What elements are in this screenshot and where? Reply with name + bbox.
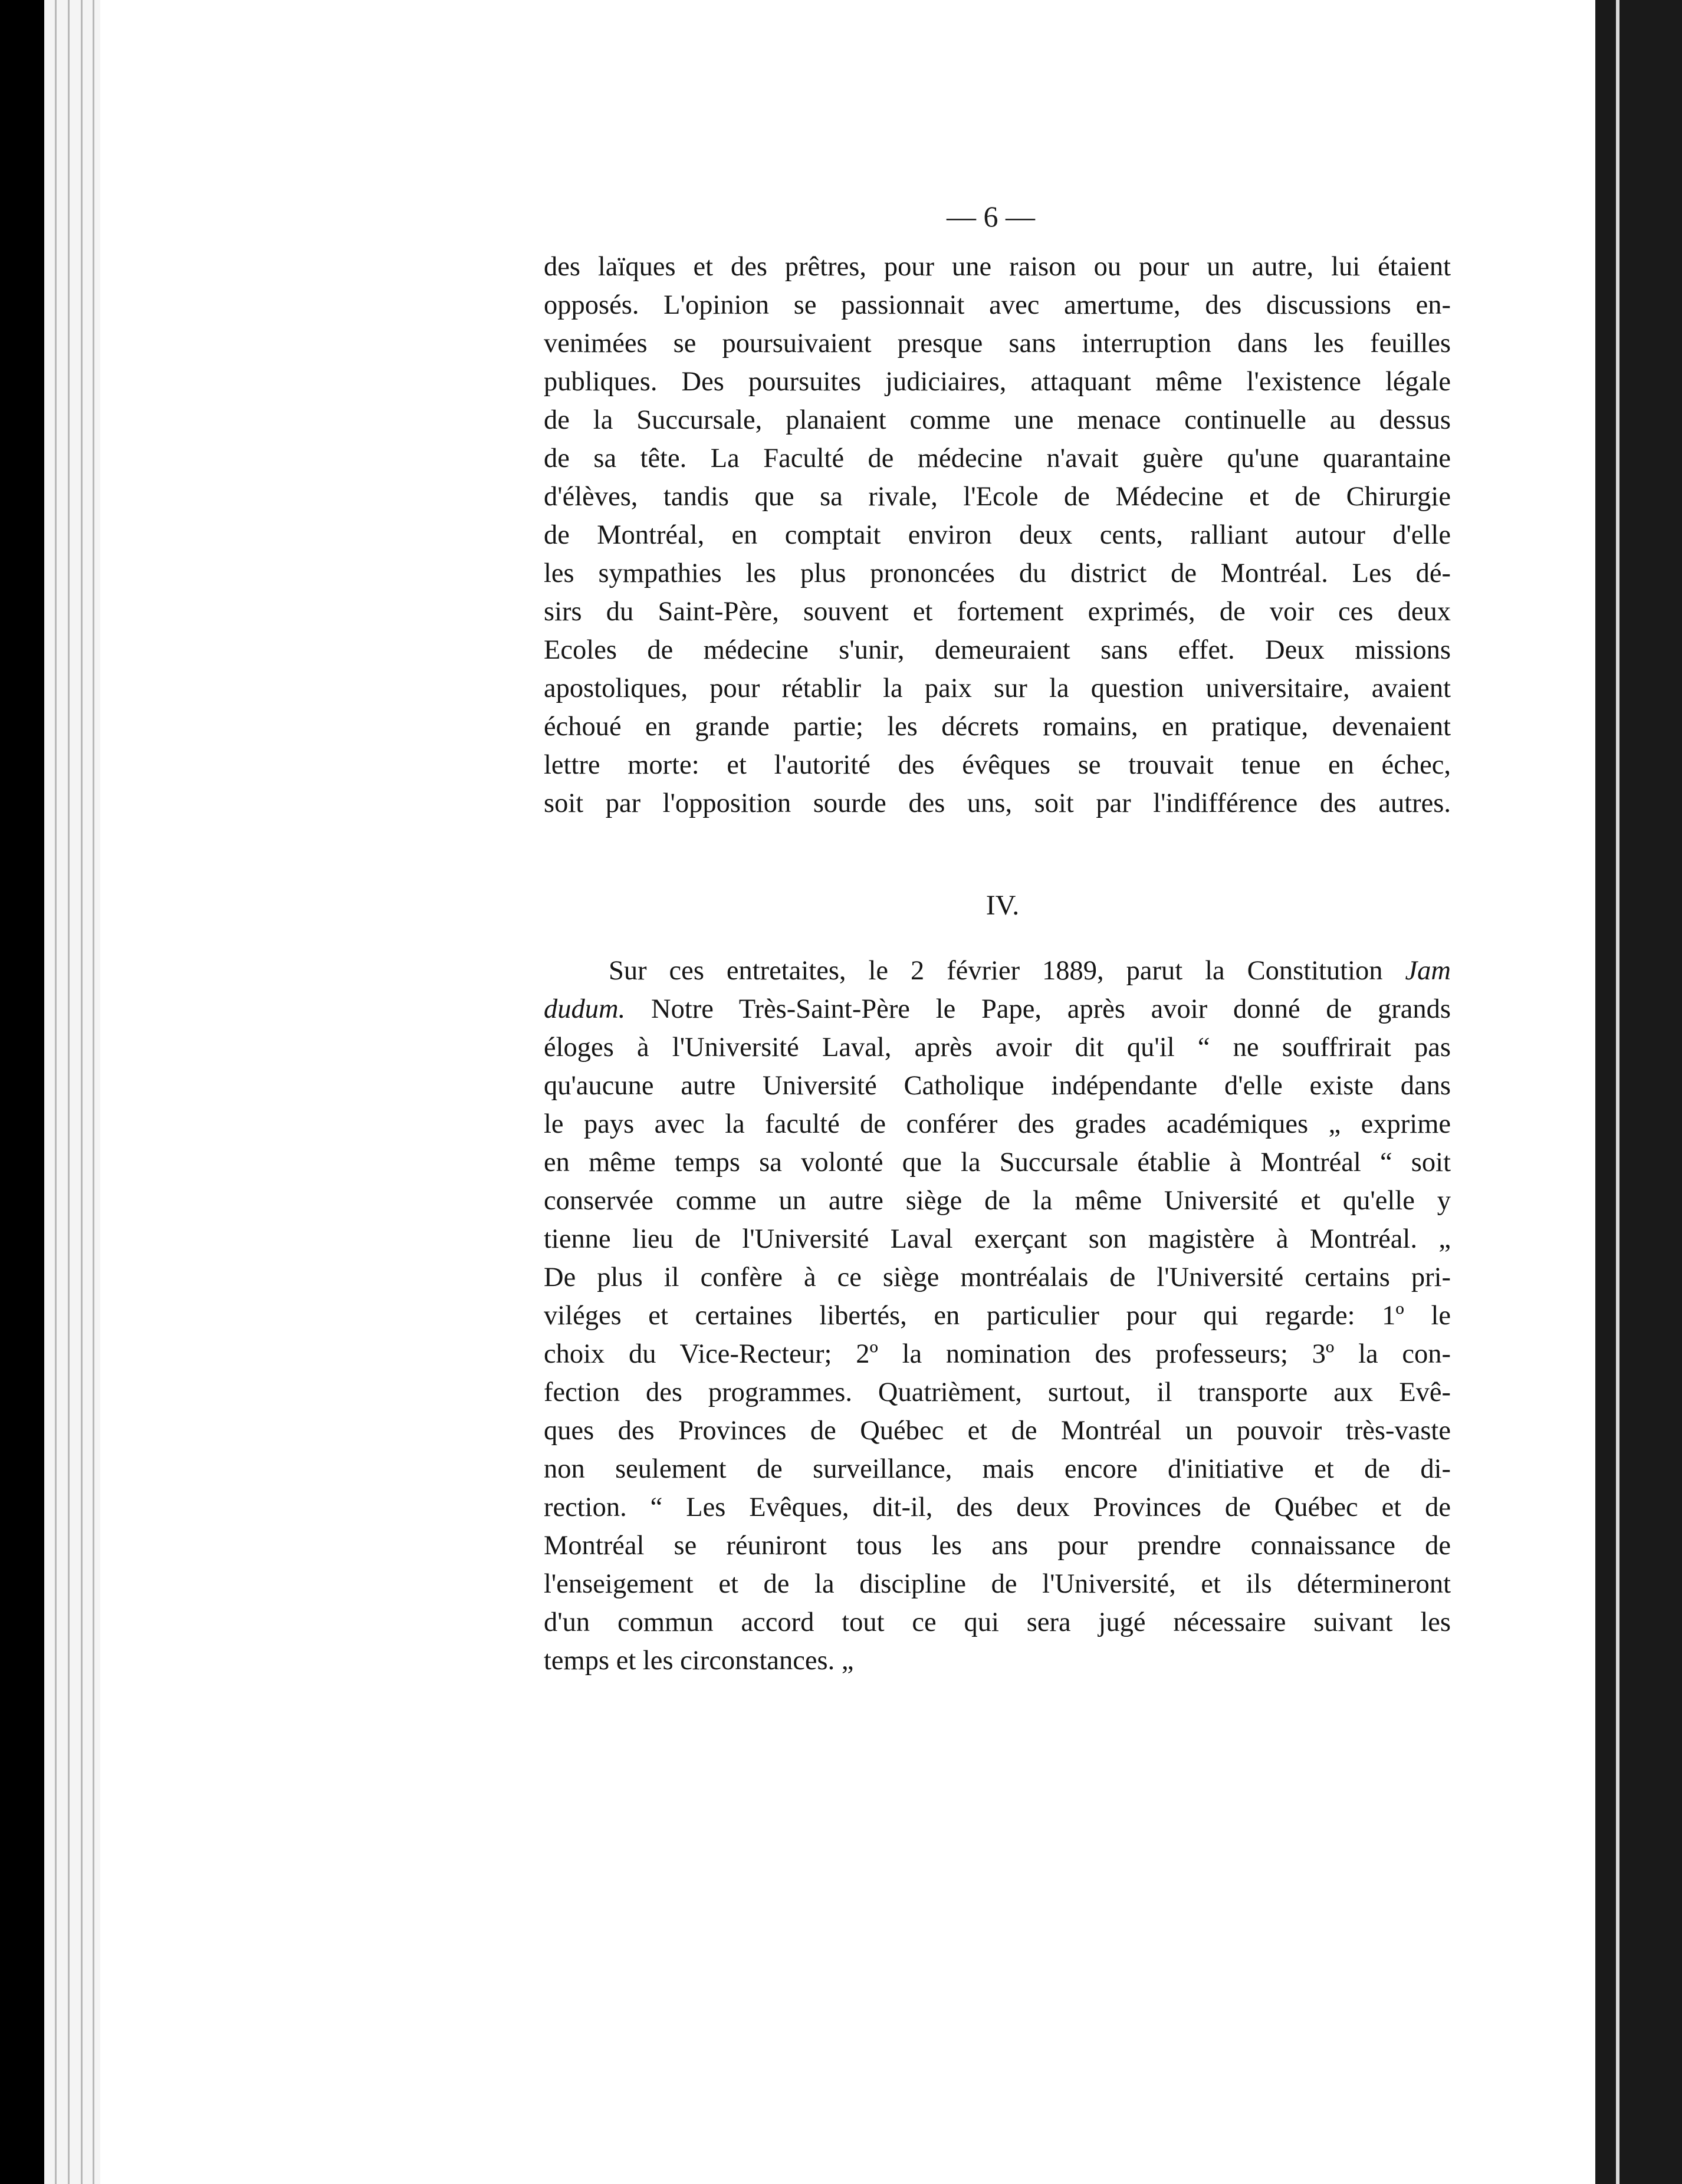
section-heading: IV. [985, 890, 1020, 921]
italic-title-segment: dudum. [544, 994, 626, 1024]
text-line: d'élèves, tandis que sa rivale, l'Ecole de Médecine et de Chirurgie [544, 482, 1451, 512]
text-line [544, 990, 1451, 1028]
text-line: venimées se poursuivaient presque sans interruption dans les feuilles [544, 328, 1451, 358]
text-line: choix du Vice-Recteur; 2º la nomination des professeurs; 3º la con- [544, 1339, 1451, 1369]
paragraph-1 [544, 248, 1451, 823]
text-line: des laïques et des prêtres, pour une raison ou pour un autre, lui étaient [544, 252, 1451, 282]
text-line: tienne lieu de l'Université Laval exerçant son magistère à Montréal. „ [544, 1224, 1451, 1254]
text-line: opposés. L'opinion se passionnait avec amertume, des discussions en- [544, 290, 1451, 320]
paragraph-2 [544, 952, 1451, 1680]
text-line: les sympathies les plus prononcées du district de Montréal. Les dé- [544, 558, 1451, 588]
text-line: soit par l'opposition sourde des uns, soit par l'indifférence des autres. [544, 788, 1451, 818]
page-number: — 6 — [947, 200, 1035, 233]
text-line: le pays avec la faculté de conférer des grades académiques „ exprime [544, 1109, 1451, 1139]
text-line: de sa tête. La Faculté de médecine n'avait guère qu'une quarantaine [544, 443, 1451, 473]
text-line: non seulement de surveillance, mais encore d'initiative et de di- [544, 1454, 1451, 1484]
text-line: d'un commun accord tout ce qui sera jugé nécessaire suivant les [544, 1607, 1451, 1637]
text-line: publiques. Des poursuites judiciaires, attaquant même l'existence légale [544, 367, 1451, 397]
italic-title-segment: Jam [1405, 956, 1451, 986]
text-line: échoué en grande partie; les décrets romains, en pratique, devenaient [544, 712, 1451, 742]
text-segment: Notre Très-Saint-Père le Pape, après avoir donné de grands [651, 994, 1451, 1024]
page-edge-line [55, 0, 57, 2184]
text-line: en même temps sa volonté que la Succursale établie à Montréal “ soit [544, 1147, 1451, 1177]
text-line: de la Succursale, planaient comme une menace continuelle au dessus [544, 405, 1451, 435]
right-scan-edge-line [1616, 0, 1619, 2184]
text-line: l'enseigement et de la discipline de l'Université, et ils détermineront [544, 1569, 1451, 1599]
text-line: qu'aucune autre Université Catholique indépendante d'elle existe dans [544, 1071, 1451, 1101]
text-line: lettre morte: et l'autorité des évêques se trouvait tenue en échec, [544, 750, 1451, 780]
text-line: De plus il confère à ce siège montréalais de l'Université certains pri- [544, 1262, 1451, 1292]
text-line: apostoliques, pour rétablir la paix sur la question universitaire, avaient [544, 673, 1451, 703]
page-edge-line [81, 0, 83, 2184]
text-line-first [544, 952, 1451, 990]
page-edge-line [93, 0, 94, 2184]
text-line: de Montréal, en comptait environ deux cents, ralliant autour d'elle [544, 520, 1451, 550]
text-line: Ecoles de médecine s'unir, demeuraient sans effet. Deux missions [544, 635, 1451, 665]
text-line: sirs du Saint-Père, souvent et fortement exprimés, de voir ces deux [544, 597, 1451, 627]
page-edge-line [68, 0, 70, 2184]
text-line: rection. “ Les Evêques, dit-il, des deux Provinces de Québec et de [544, 1492, 1451, 1522]
text-segment: Sur ces entretaites, le 2 février 1889, parut la Constitution [609, 956, 1383, 986]
text-line: ques des Provinces de Québec et de Montréal un pouvoir très-vaste [544, 1416, 1451, 1446]
text-line: Montréal se réuniront tous les ans pour prendre connaissance de [544, 1531, 1451, 1561]
right-scan-border [1595, 0, 1682, 2184]
text-line: fection des programmes. Quatrièment, surtout, il transporte aux Evê- [544, 1377, 1451, 1407]
text-line: éloges à l'Université Laval, après avoir dit qu'il “ ne souffrirait pas [544, 1032, 1451, 1063]
text-line: conservée comme un autre siège de la même Université et qu'elle y [544, 1186, 1451, 1216]
text-line-last: temps et les circonstances. „ [544, 1646, 854, 1676]
text-line: viléges et certaines libertés, en particulier pour qui regarde: 1º le [544, 1301, 1451, 1331]
